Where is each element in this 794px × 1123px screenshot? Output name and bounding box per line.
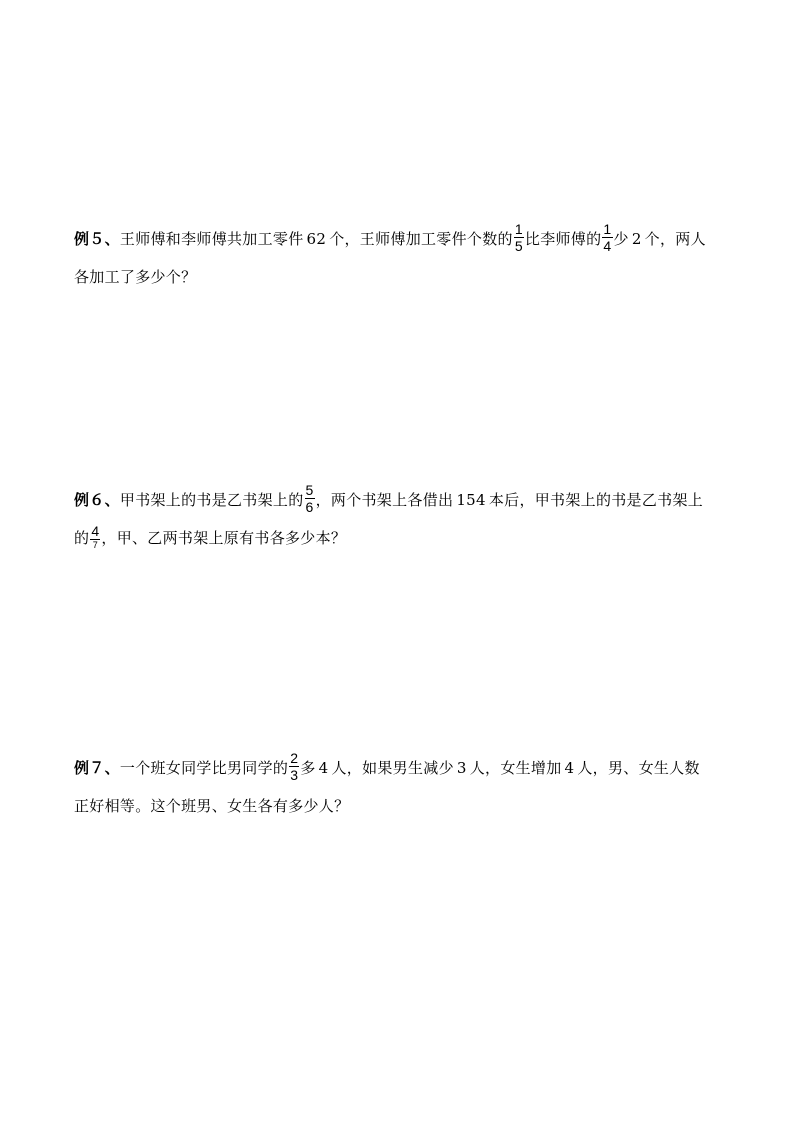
- text: 个，两人: [644, 230, 706, 248]
- fraction-denominator: 4: [603, 238, 612, 254]
- text: 少: [613, 230, 629, 248]
- fraction-numerator: 5: [305, 482, 314, 498]
- fraction-denominator: 7: [92, 539, 99, 550]
- text: ，甲、乙两书架上原有书各多少本？: [101, 529, 347, 547]
- example-6-line-1: [74, 481, 734, 519]
- text: ，两个书架上各借出: [315, 491, 454, 509]
- example-6-line-2: [74, 519, 734, 557]
- text: 各加工了多少个？: [74, 268, 197, 286]
- example-5-line-2: [74, 258, 734, 296]
- number: 2: [631, 230, 642, 248]
- fraction: [289, 751, 299, 782]
- text: 甲书架上的书是乙书架上的: [119, 491, 304, 509]
- number: 4: [318, 759, 329, 777]
- number: 3: [456, 759, 467, 777]
- fraction-denominator: 3: [290, 767, 299, 783]
- fraction-denominator: 6: [305, 499, 314, 515]
- text: 本后，甲书架上的书是乙书架上: [488, 491, 704, 509]
- text: 多: [300, 759, 316, 777]
- example-5: [74, 220, 734, 296]
- text: 人，女生增加: [469, 759, 562, 777]
- text: 比李师傅的: [524, 230, 602, 248]
- fraction: [514, 222, 524, 253]
- number: 4: [564, 759, 575, 777]
- example-5-line-1: [74, 220, 734, 258]
- text: 王师傅和李师傅共加工零件: [119, 230, 304, 248]
- example-6-label: 例６、: [74, 491, 120, 509]
- text: 人，男、女生人数: [577, 759, 700, 777]
- text: 人，如果男生减少: [331, 759, 454, 777]
- fraction-numerator: 4: [91, 522, 100, 539]
- fraction: [305, 483, 315, 514]
- example-7-line-1: [74, 749, 734, 787]
- fraction-numerator: 2: [290, 750, 299, 766]
- text: 正好相等。这个班男、女生各有多少人？: [74, 797, 350, 815]
- fraction-denominator: 5: [514, 238, 523, 254]
- fraction-numerator: 1: [603, 221, 612, 237]
- example-5-label: 例５、: [74, 230, 120, 248]
- text: 的: [74, 529, 90, 547]
- number: 62: [306, 230, 327, 248]
- fraction: [90, 524, 100, 550]
- example-7-line-2: [74, 787, 734, 825]
- example-7: [74, 749, 734, 825]
- example-7-label: 例７、: [74, 759, 120, 777]
- text: 一个班女同学比男同学的: [119, 759, 289, 777]
- fraction-numerator: 1: [514, 221, 523, 237]
- text: 个，王师傅加工零件个数的: [329, 230, 513, 248]
- fraction: [602, 222, 612, 253]
- number: 154: [456, 491, 486, 509]
- example-6: [74, 481, 734, 557]
